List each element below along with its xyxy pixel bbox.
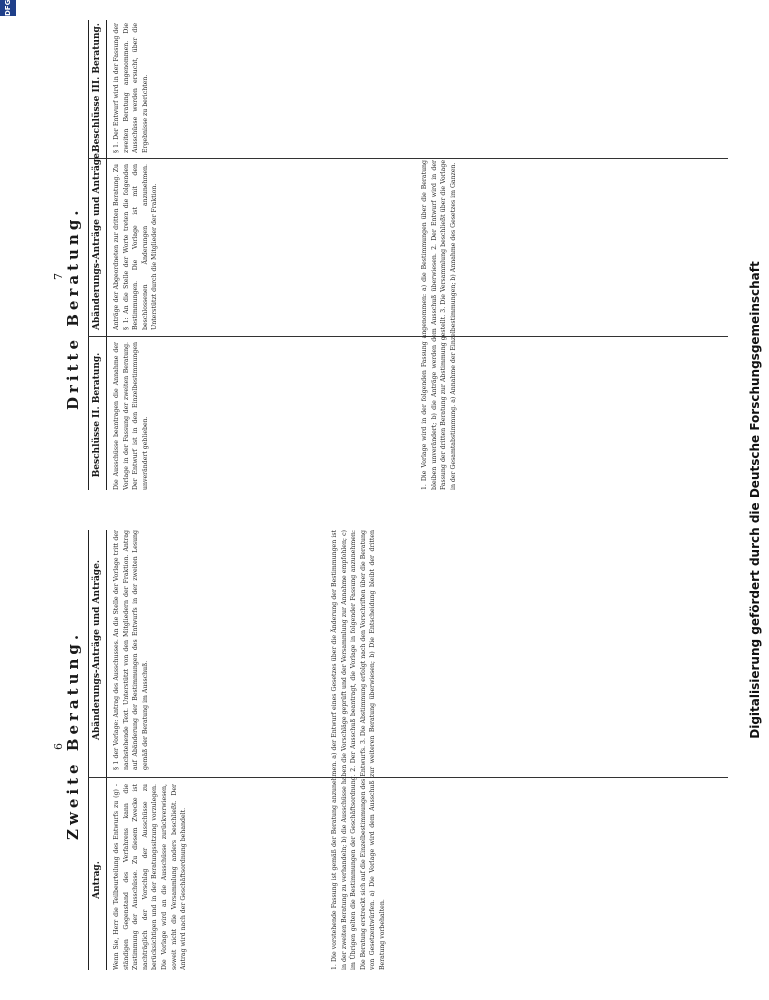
column-header-right-2: Abänderungs-Anträge und Anträge. [92, 150, 102, 330]
header-rule-bottom-right [106, 20, 107, 490]
text-body-right: 1. Die Vorlage wird in der folgenden Fassung angenommen: a) die Bestimmungen über die Beratung bleiben unverändert; b) die Anträge werden dem Ausschuß überwiesen. 2. Der Entwurf wird in der Fassung der dritten Beratung zur Abstimmung gestellt. 3. Die Versammlung beschließt über die Vorlage in der Gesamtabstimmung. a) Annahme der Einzelbestimmungen; b) Annahme des Gesetzes im Ganzen. [421, 160, 457, 490]
column-header-right-1: Beschlüsse II. Beratung. [92, 352, 102, 478]
header-rule-top-right [88, 20, 89, 490]
text-column-right-1: Die Ausschüsse beantragen die Annahme der Vorlage in der Fassung der zweiten Beratung. Der Entwurf ist in den Einzelbestimmungen unverändert geblieben. [113, 342, 149, 490]
section-header-left: Zweite Beratung. [64, 630, 82, 840]
header-rule-top-left [88, 530, 89, 970]
text-body-left: 1. Die vorstehende Fassung ist gemäß der Beratung anzunehmen. a) der Entwurf eines Gesetzes über die Änderung der Bestimmungen ist in der zweiten Beratung zu verhandeln; b) die Ausschüsse haben die Vorschläge geprüft und der Versammlung zur Annahme empfohlen; c) im Übrigen gelten die Bestimmungen der Geschäftsordnung. 2. Der Ausschuß beantragt, die Vorlage in folgender Fassung anzunehmen: Die Beratung erstreckt sich auf die Einzelbestimmungen des Entwurfs. 3. Die Abstimmung erfolgt nach den Vorschriften über die Beratung von Gesetzentwürfen. a) Die Vorlage wird dem Ausschuß zur weiteren Beratung überwiesen; b) Die Entscheidung bleibt der dritten Beratung vorbehalten. [331, 530, 386, 970]
text-column-right-2: Anträge der Abgeordneten zur dritten Beratung. Zu § 1: An die Stelle der Worte treten die folgenden Bestimmungen. Die Vorlage ist mit den beschlossenen Änderungen anzunehmen. Unterstützt durch die Mitglieder der Fraktion. [113, 164, 159, 330]
page-number-left: 6 [52, 743, 65, 750]
column-header-left-1: Antrag. [92, 861, 102, 899]
text-column-right-3: § 1. Der Entwurf wird in der Fassung der zweiten Beratung angenommen. Die Ausschüsse werden ersucht, über die Ergebnisse zu berichten. [113, 23, 149, 153]
column-header-left-2: Abänderungs-Anträge und Anträge. [92, 560, 102, 740]
column-header-right-3: Beschlüsse III. Beratung. [92, 23, 102, 152]
text-column-left-1: Wenn Sie, Herr die Teilbeurteilung des Entwurfs zu (g) - ständigen Gegenstand des Verfahrens kann die Zustimmung der Ausschüsse. Zu diesem Zwecke ist nachträglich der Vorschlag der Ausschüsse zu berücksichtigen und in der Beratungssitzung vorzulegen. Die Vorlage wird an die Ausschüsse zurückverwiesen, soweit nicht die Versammlung anders beschließt. Der Antrag wird nach der Geschäftsordnung behandelt. [113, 784, 188, 970]
page-number-right: 7 [52, 273, 65, 280]
dfg-logo: DFG [0, 0, 16, 16]
header-rule-bottom-left [106, 530, 107, 970]
left-page [0, 500, 769, 1000]
column-divider-right-2 [88, 158, 728, 159]
digitization-credit: Digitalisierung gefördert durch die Deutsche Forschungsgemeinschaft [748, 261, 762, 739]
section-header-right: Dritte Beratung. [64, 206, 82, 410]
text-column-left-2: § 1 der Vorlage: Antrag des Ausschusses. An die Stelle der Vorlage tritt der nachstehende Text. Unterstützt von den Mitgliedern der Fraktion. Antrag auf Abänderung der Bestimmungen des Entwurfs in der zweiten Lesung gemäß der Beratung im Ausschuß. [113, 530, 149, 770]
